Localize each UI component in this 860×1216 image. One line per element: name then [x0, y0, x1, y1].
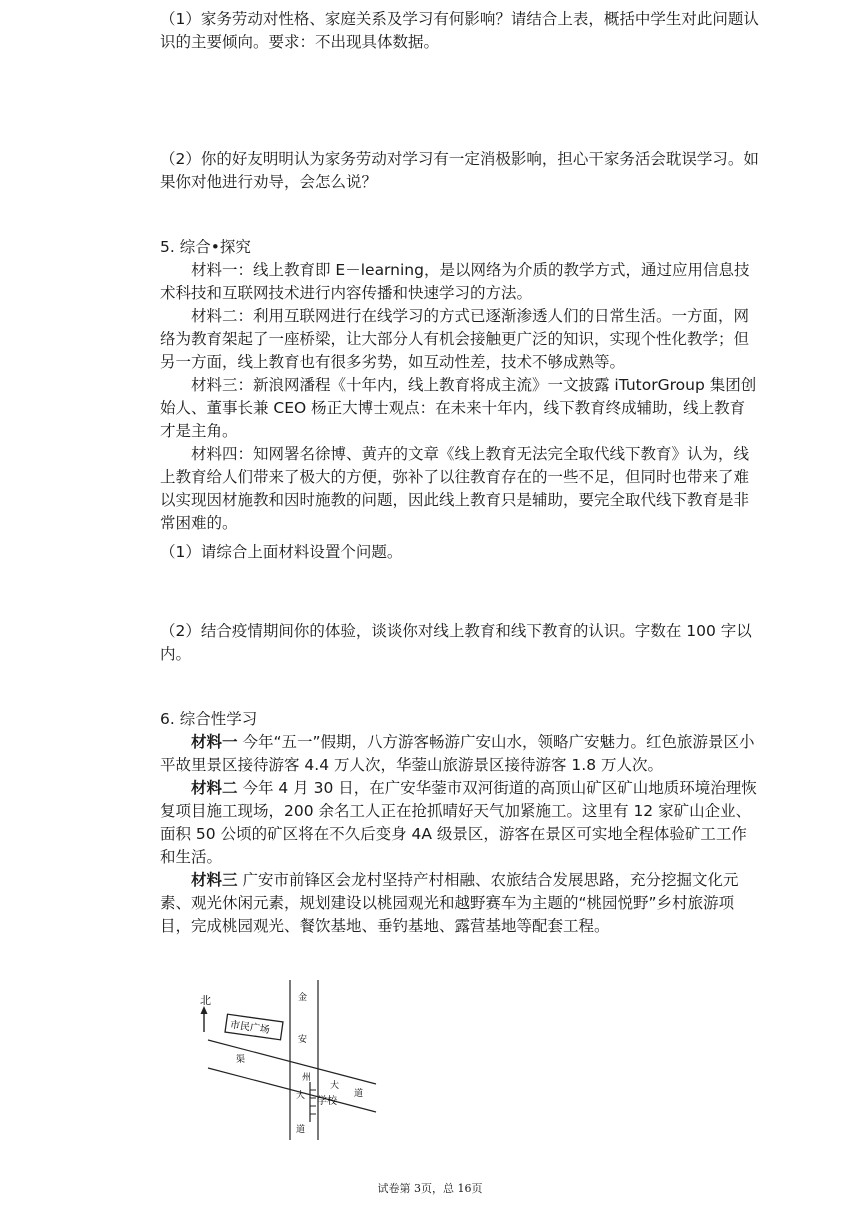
road-v-char-4: 道 [296, 1125, 306, 1135]
north-arrow-icon [201, 1006, 208, 1032]
question-2 [160, 148, 760, 194]
section-5 [160, 236, 760, 564]
question-2-text: （2）你的好友明明认为家务劳动对学习有一定消极影响，担心干家务活会耽误学习。如果你对他进行劝导，会怎么说？ [160, 150, 759, 191]
question-1 [160, 8, 760, 54]
material-5-1: 材料一：线上教育即 E－learning，是以网络为介质的教学方式，通过应用信息技术科技和互联网技术进行内容传播和快速学习的方法。 [160, 261, 750, 302]
citizen-square-label: 市民广场 [229, 1019, 271, 1037]
road-h-char-2: 州 [302, 1073, 312, 1083]
road-v-char-3: 大 [296, 1091, 306, 1101]
material-6-2-label: 材料二 [191, 779, 238, 797]
material-6-1-label: 材料一 [191, 733, 238, 751]
road-h-char-4: 道 [354, 1089, 364, 1099]
section-5-question-1: （1）请综合上面材料设置个问题。 [160, 543, 403, 561]
road-h-char-3: 大 [330, 1081, 340, 1091]
road-quzhou-avenue [208, 1040, 376, 1112]
material-5-3: 材料三：新浪网潘程《十年内，线上教育将成主流》一文披露 iTutorGroup 集团创始人、董事长兼 CEO 杨正大博士观点：在未来十年内，线下教育终成辅助，线上教育才是主角。 [160, 376, 757, 440]
material-6-2 [160, 777, 760, 869]
section-5-question-2-block [160, 620, 760, 666]
material-6-1-text: 今年“五一”假期，八方游客畅游广安山水，领略广安魅力。红色旅游景区小平故里景区接待游客 4.4 万人次，华蓥山旅游景区接待游客 1.8 万人次。 [160, 733, 755, 774]
school-icon [310, 1082, 316, 1122]
question-1-text: （1）家务劳动对性格、家庭关系及学习有何影响？请结合上表，概括中学生对此问题认识的主要倾向。要求：不出现具体数据。 [160, 10, 759, 51]
material-6-3-label: 材料三 [191, 871, 238, 889]
material-6-3 [160, 869, 760, 938]
section-6-heading: 6. 综合性学习 [160, 710, 258, 728]
road-jinan-avenue [290, 980, 318, 1140]
map-north-label: 北 [200, 994, 211, 1007]
road-h-char-1: 渠 [236, 1055, 246, 1065]
section-6 [160, 708, 760, 938]
material-5-2: 材料二：利用互联网进行在线学习的方式已逐渐渗透人们的日常生活。一方面，网络为教育架起了一座桥梁，让大部分人有机会接触更广泛的知识，实现个性化教学；但另一方面，线上教育也有很多劣势，如互动性差，技术不够成熟等。 [160, 307, 750, 371]
page-footer: 试卷第 3页，总 16页 [377, 1182, 483, 1195]
road-v-char-1: 金 [298, 993, 308, 1003]
section-5-heading: 5. 综合•探究 [160, 238, 251, 256]
material-5-4: 材料四：知网署名徐博、黄卉的文章《线上教育无法完全取代线下教育》认为，线上教育给人们带来了极大的方便，弥补了以往教育存在的一些不足，但同时也带来了难以实现因材施教和因时施教的问题，因此线上教育只是辅助，要完全取代线下教育是非常困难的。 [160, 445, 750, 532]
material-6-1 [160, 731, 760, 777]
street-map [186, 980, 396, 1150]
school-label: 学校 [317, 1096, 337, 1107]
section-5-question-2: （2）结合疫情期间你的体验，谈谈你对线上教育和线下教育的认识。字数在 100 字以内。 [160, 622, 752, 663]
material-6-3-text: 广安市前锋区会龙村坚持产村相融、农旅结合发展思路，充分挖掘文化元素、观光休闲元素，规划建设以桃园观光和越野赛车为主题的“桃园悦野”乡村旅游项目，完成桃园观光、餐饮基地、垂钓基地、露营基地等配套工程。 [160, 871, 739, 935]
material-6-2-text: 今年 4 月 30 日，在广安华蓥市双河街道的高顶山矿区矿山地质环境治理恢复项目施工现场，200 余名工人正在抢抓晴好天气加紧施工。这里有 12 家矿山企业、面积 50 公顷的矿区将在不久后变身 4A 级景区，游客在景区可实地全程体验矿工工作和生活。 [160, 779, 757, 866]
road-v-char-2: 安 [298, 1035, 308, 1045]
